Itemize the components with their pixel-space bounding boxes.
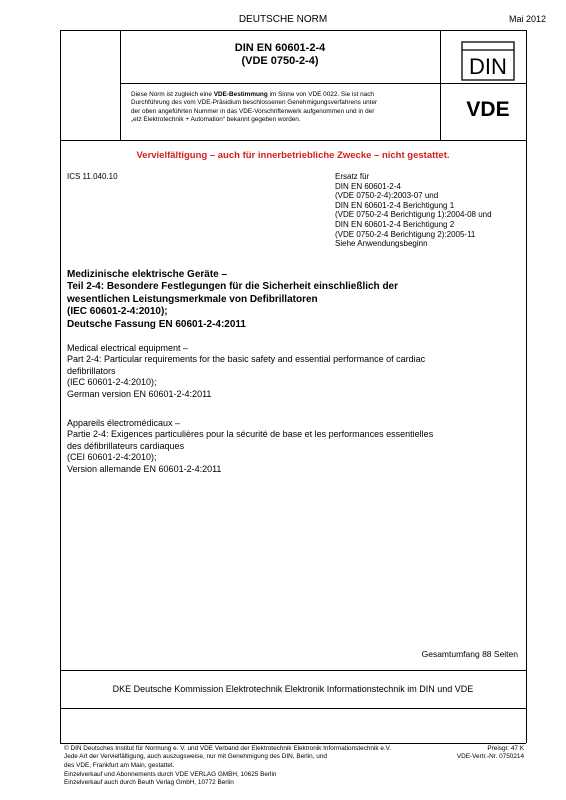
title-french [67,418,433,475]
sales-line: Einzelverkauf auch durch Beuth Verlag GmbH, 10772 Berlin [64,779,234,787]
replacement-line: Siehe Anwendungsbeginn [335,239,428,249]
title-french-line: (CEI 60601-2-4:2010); [67,452,157,463]
title-french-line: Appareils électromédicaux – [67,418,181,428]
sales-info [64,771,276,788]
title-french-line: des défibrillateurs cardiaques [67,440,185,451]
svg-text:DIN: DIN [469,54,507,79]
title-french-line: Version allemande EN 60601-2-4:2011 [67,463,222,474]
title-english-line: German version EN 60601-2-4:2011 [67,388,212,399]
vde-notice-line: „etz Elektrotechnik + Automation“ bekannt gegeben worden. [131,115,301,123]
replacement-line: (VDE 0750-2-4 Berichtigung 2):2005-11 [335,229,476,239]
publication-date: Mai 2012 [508,14,546,24]
vde-logo [449,98,527,120]
replacement-line: DIN EN 60601-2-4 [335,181,401,191]
title-french-line: Partie 2-4: Exigences particulières pour la sécurité de base et les performances essentielles [67,429,434,440]
sales-line: Einzelverkauf und Abonnements durch VDE VERLAG GMBH, 10625 Berlin [64,771,277,778]
title-german-line: wesentlichen Leistungsmerkmale von Defibrillatoren [67,293,318,305]
ics-code: ICS 11.040.10 [67,172,118,181]
title-german [67,269,398,331]
copyright-line: Jede Art der Vervielfältigung, auch auszugsweise, nur mit Genehmigung des DIN, Berlin, und [64,753,327,761]
vde-classification: (VDE 0750-2-4) [241,55,319,67]
title-german-line: Teil 2-4: Besondere Festlegungen für die Sicherheit einschließlich der [67,281,399,293]
replacement-line: DIN EN 60601-2-4 Berichtigung 1 [335,200,455,210]
title-german-line: Deutsche Fassung EN 60601-2-4:2011 [67,318,246,330]
svg-text:VDE: VDE [466,98,510,120]
title-english-line: Part 2-4: Particular requirements for the basic safety and essential performance of cardiac [67,354,426,365]
replacement-line: Ersatz für [335,172,370,181]
title-german-line: Medizinische elektrische Geräte – [67,269,228,280]
title-english-line: Medical electrical equipment – [67,343,189,353]
reproduction-notice: Vervielfältigung – auch für innerbetriebliche Zwecke – nicht gestattet. [136,150,450,161]
document-number: DIN EN 60601-2-4 [234,42,326,54]
din-logo [461,41,515,81]
vde-contract-number: VDE-Vertr.-Nr. 0750214 [456,753,524,760]
replacement-line: (VDE 0750-2-4 Berichtigung 1):2004-08 und [335,210,492,220]
vde-notice [131,91,377,124]
replacement-info [335,172,492,249]
vde-notice-line: Durchführung des vom VDE-Präsidium beschlossenen Genehmigungsverfahrens unter [131,99,378,107]
dke-line: DKE Deutsche Kommission Elektrotechnik Elektronik Informationstechnik im DIN und VDE [112,684,474,694]
vde-notice-line: Diese Norm ist zugleich eine VDE-Bestimmung im Sinne von VDE 0022. Sie ist nach [131,91,374,98]
replacement-line: (VDE 0750-2-4):2003-07 und [335,191,439,201]
price-group: Preisgr. 47 K [487,745,524,752]
norm-type-label: DEUTSCHE NORM [238,14,328,25]
page-count: Gesamtumfang 88 Seiten [421,649,518,659]
title-german-line: (IEC 60601-2-4:2010); [67,306,168,318]
copyright-line: © DIN Deutsches Institut für Normung e. V. und VDE Verband der Elektrotechnik Elektronik Informationstechnik e.V. [64,745,392,752]
copyright-line: des VDE, Frankfurt am Main, gestattet. [64,761,175,769]
title-english-line: (IEC 60601-2-4:2010); [67,377,157,388]
vde-notice-line: der oben angeführten Nummer in das VDE-Vorschriftenwerk aufgenommen und in der [131,107,375,115]
replacement-line: DIN EN 60601-2-4 Berichtigung 2 [335,219,455,229]
copyright-notice [64,745,391,770]
title-english-line: defibrillators [67,365,116,376]
title-english [67,343,425,400]
